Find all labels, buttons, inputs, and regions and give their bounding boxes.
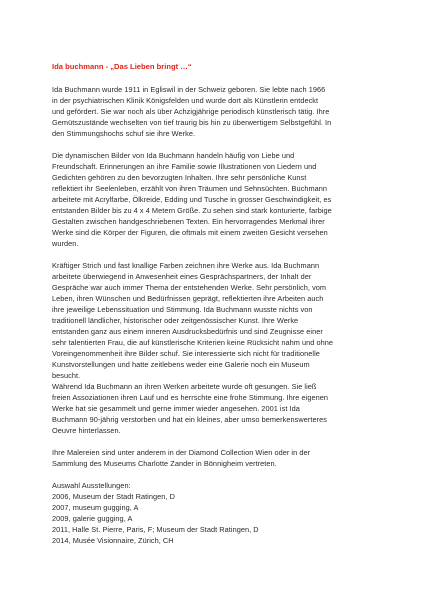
- text-line: ihre jeweilige Lebenssituation und Stimmung. Ida Buchmann wusste nichts von: [52, 305, 313, 314]
- text-line: wurden.: [52, 239, 79, 248]
- paragraph-style: [52, 260, 380, 381]
- text-line: Gestalten zwischen handgeschriebenen Texten. Ein hervorragendes Merkmal ihrer: [52, 217, 325, 226]
- text-line: Sammlung des Museums Charlotte Zander in Bönnigheim vertreten.: [52, 459, 277, 468]
- text-line: Buchmann 90-jährig verstorben und hat ein kleines, aber umso bemerkenswerteres: [52, 415, 327, 424]
- text-line: Ihre Malereien sind unter anderem in der Diamond Collection Wien oder in der: [52, 448, 311, 457]
- exhibition-item: 2011, Halle St. Pierre, Paris, F; Museum der Stadt Ratingen, D: [52, 525, 259, 534]
- text-line: Während Ida Buchmann an ihren Werken arbeitete wurde oft gesungen. Sie ließ: [52, 382, 317, 391]
- text-line: entstanden ganz aus einem inneren Ausdrucksbedürfnis und sind Zeugnisse einer: [52, 327, 323, 336]
- text-line: Werke sind die Körper der Figuren, die oftmals mit einem zweiten Gesicht versehen: [52, 228, 328, 237]
- text-line: besucht.: [52, 371, 81, 380]
- exhibition-item: 2009, galerie gugging, A: [52, 514, 133, 523]
- text-line: und gefördert. Sie war noch als über Achzigjährige periodisch künstlerisch tätig. Ihre: [52, 107, 330, 116]
- text-line: Gemütszustände wechselten von tief traurig bis hin zu überwertigem Selbstgefühl. In: [52, 118, 332, 127]
- paragraph-collections: [52, 447, 380, 469]
- text-line: entstanden Bilder bis zu 4 x 4 Metern Größe. Zu sehen sind stark konturierte, farbige: [52, 206, 332, 215]
- text-line: sehr talentierten Frau, die auf künstlerische Kriterien keine Rücksicht nahm und ohne: [52, 338, 334, 347]
- text-line: Freundschaft. Erinnerungen an ihre Familie sowie Illustrationen von Liedern und: [52, 162, 317, 171]
- text-line: Leben, ihren Wünschen und Bedürfnissen geprägt, reflektierten ihre Arbeiten auch: [52, 294, 324, 303]
- exhibitions-list: [52, 480, 380, 546]
- text-line: freien Assoziationen ihren Lauf und es herrschte eine frohe Stimmung. Ihre eigenen: [52, 393, 328, 402]
- text-line: Werke hat sie gesammelt und gerne immer wieder angesehen. 2001 ist Ida: [52, 404, 300, 413]
- document-page: [52, 62, 380, 546]
- exhibition-item: 2007, museum gugging, A: [52, 503, 139, 512]
- text-line: Voreingenommenheit ihre Bilder schuf. Sie interessierte sich nicht für traditionelle: [52, 349, 320, 358]
- text-line: Gedichten gehören zu den bevorzugten Inhalten. Ihre sehr persönliche Kunst: [52, 173, 307, 182]
- text-line: in der psychiatrischen Klinik Königsfelden und wurde dort als Künstlerin entdeckt: [52, 96, 319, 105]
- text-line: Kräftiger Strich und fast knallige Farben zeichnen ihre Werke aus. Ida Buchmann: [52, 261, 320, 270]
- text-line: den Stimmungshochs schuf sie ihre Werke.: [52, 129, 196, 138]
- text-line: reflektiert ihr Seelenleben, erzählt von ihren Träumen und Sehnsüchten. Buchmann: [52, 184, 328, 193]
- paragraph-themes: [52, 150, 380, 249]
- text-line: Gespräche war auch immer Thema der entstehenden Werke. Sehr persönlich, vom: [52, 283, 327, 292]
- document-title: Ida buchmann - „Das Lieben bringt …“: [52, 62, 192, 71]
- exhibition-item: 2006, Museum der Stadt Ratingen, D: [52, 492, 175, 501]
- paragraph-working: [52, 381, 380, 436]
- text-line: Oeuvre hinterlassen.: [52, 426, 121, 435]
- paragraph-biography: [52, 84, 380, 139]
- text-line: Die dynamischen Bilder von Ida Buchmann handeln häufig von Liebe und: [52, 151, 295, 160]
- text-line: traditionell ländlicher, historischer oder zeitgenössischer Kunst. Ihre Werke: [52, 316, 299, 325]
- exhibitions-heading: Auswahl Ausstellungen:: [52, 481, 131, 490]
- text-line: arbeitete mit Acrylfarbe, Ölkreide, Edding und Tusche in grosser Geschwindigkeit, es: [52, 195, 332, 204]
- text-line: Kunstvorstellungen und hatte zeitlebens weder eine Galerie noch ein Museum: [52, 360, 310, 369]
- text-line: arbeitete überwiegend in Anwesenheit eines Gesprächspartners, der Inhalt der: [52, 272, 312, 281]
- text-line: Ida Buchmann wurde 1911 in Egliswil in der Schweiz geboren. Sie lebte nach 1966: [52, 85, 326, 94]
- exhibition-item: 2014, Musée Visionnaire, Zürich, CH: [52, 536, 174, 545]
